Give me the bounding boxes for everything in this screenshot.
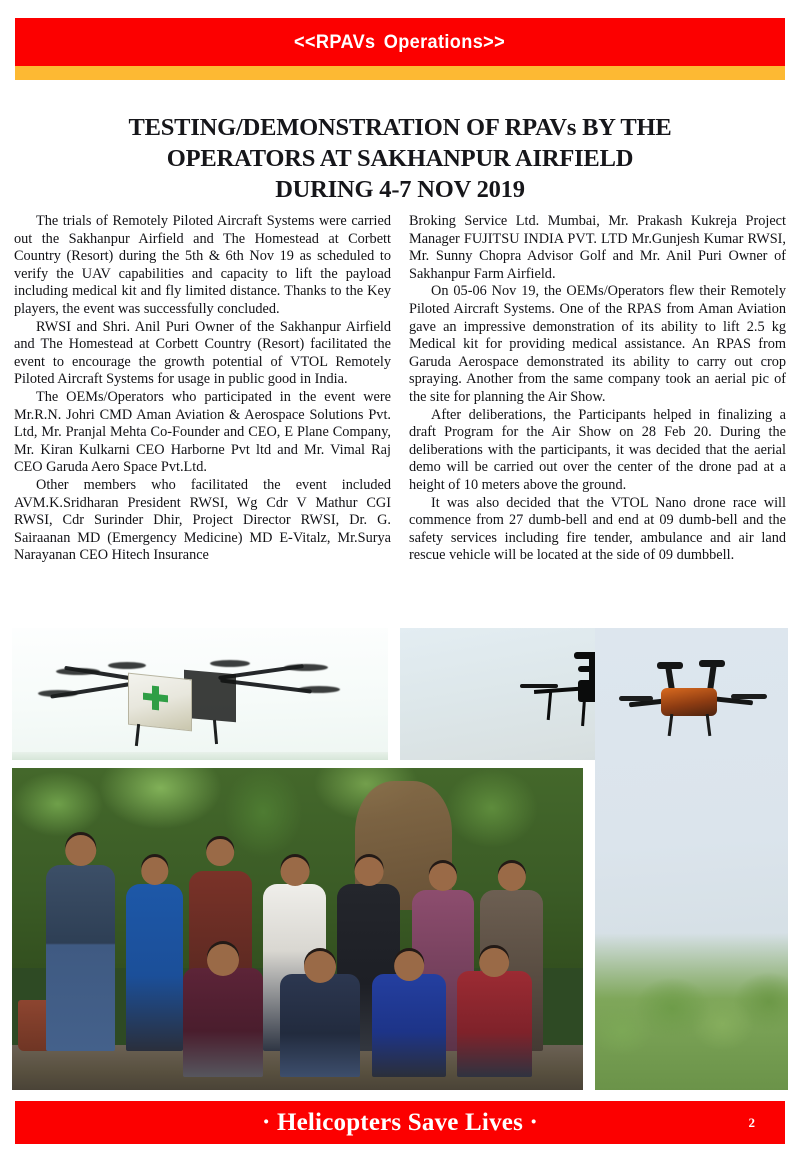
person-crouching (183, 968, 263, 1077)
medical-kit-box (128, 673, 192, 732)
article-title-line-2: OPERATORS AT SAKHANPUR AIRFIELD (166, 145, 634, 173)
person-head (65, 835, 97, 867)
article-title (60, 112, 740, 205)
paragraph: After deliberations, the Participants helped in finalizing a draft Program for the Air Show on 28 Feb 20. During the deliberations with the participants, it was decided that the aerial demo will be carried out over the center of the drone pad at a height of 10 meters above the ground. (409, 406, 786, 493)
person-crouching (457, 971, 531, 1077)
person-head (207, 944, 239, 976)
paragraph: It was also decided that the VTOL Nano drone race will commence from 27 dumb-bell and end at 09 dumb-bell and the safety services including fire tender, ambulance and air land rescue vehicle will be located at the side of 09 dumbbell. (409, 494, 786, 564)
photo-ground-strip (12, 752, 388, 760)
page-number: 2 (748, 1114, 755, 1130)
header-banner (15, 18, 785, 80)
person-head (394, 951, 424, 981)
photo-gallery (12, 628, 788, 1090)
photo-medical-kit-drone (12, 628, 388, 760)
person-crouching (372, 974, 446, 1077)
header-orange-accent-bar (15, 66, 785, 80)
person-head (207, 839, 235, 867)
article-title-line-1: TESTING/DEMONSTRATION OF RPAVs BY THE (128, 114, 672, 142)
person-standing (46, 865, 115, 1052)
photo-spraying-drone (595, 628, 788, 1090)
person-standing (126, 884, 183, 1051)
header-section-title: <<RPAVs Operations>> (294, 30, 506, 53)
article-title-line-3: DURING 4-7 NOV 2019 (275, 176, 525, 204)
tree-line (595, 933, 788, 1090)
paragraph: On 05-06 Nov 19, the OEMs/Operators flew their Remotely Piloted Aircraft Systems. One of the RPAS from Aman Aviation gave an impressive demonstration of its ability to lift 2.5 kg Medical kit for providing medical assistance. An RPAS from Garuda Aerospace demonstrated its ability to carry out crop spraying. Another from the same company took an aerial pic of the site for planning the Air Show. (409, 283, 786, 405)
paragraph: Broking Service Ltd. Mumbai, Mr. Prakash Kukreja Project Manager FUJITSU INDIA PVT. LTD Mr.Gunjesh Kumar RWSI, Mr. Sunny Chopra Advisor Golf and Mr. Anil Puri Owner of Sakhanpur Farm Airfield. (409, 213, 786, 282)
person-head (480, 948, 510, 978)
photo-participants-group (12, 768, 583, 1090)
person-head (304, 951, 336, 983)
left-text-column (14, 213, 391, 623)
person-crouching (280, 974, 360, 1077)
person-head (354, 857, 383, 886)
right-text-column (409, 213, 786, 623)
header-red-bar (15, 18, 785, 66)
paragraph: The trials of Remotely Piloted Aircraft Systems were carried out the Sakhanpur Airfield and The Homestead at Corbett Country (Resort) during the 5th & 6th Nov 19 as scheduled to verify the UAV capabilities and capacity to lift the payload including medical kit and fly limited distance. Thanks to the Key players, the event was successfully concluded. (14, 213, 391, 317)
footer-banner (15, 1101, 785, 1144)
paragraph: RWSI and Shri. Anil Puri Owner of the Sakhanpur Airfield and The Homestead at Corbett Country (Resort) facilitated the event to encourage the growth potential of VTOL Remotely Piloted Aircraft Systems for usage in public good in India. (14, 318, 391, 388)
paragraph: The OEMs/Operators who participated in the event were Mr.R.N. Johri CMD Aman Aviation & Aerospace Solutions Pvt. Ltd, Mr. Pranjal Mehta Co-Founder and CEO, E Plane Company, Mr. Kiran Kulkarni CEO Harborne Pvt ltd and Mr. Vimal Raj CEO Garuda Aero Space Pvt.Ltd. (14, 388, 391, 476)
person-head (280, 857, 309, 886)
footer-tagline: · Helicopters Save Lives · (261, 1108, 538, 1136)
paragraph: Other members who facilitated the event included AVM.K.Sridharan President RWSI, Wg Cdr V Mathur CGI RWSI, Cdr Surinder Dhir, Project Director RWSI, Dr. G. Sairaanan MD (Emergency Medicine) MD E-Vitalz, Mr.Surya Narayanan CEO Hitech Insurance (14, 476, 391, 564)
drone-spray-tank (661, 688, 717, 716)
article-body (14, 213, 786, 623)
